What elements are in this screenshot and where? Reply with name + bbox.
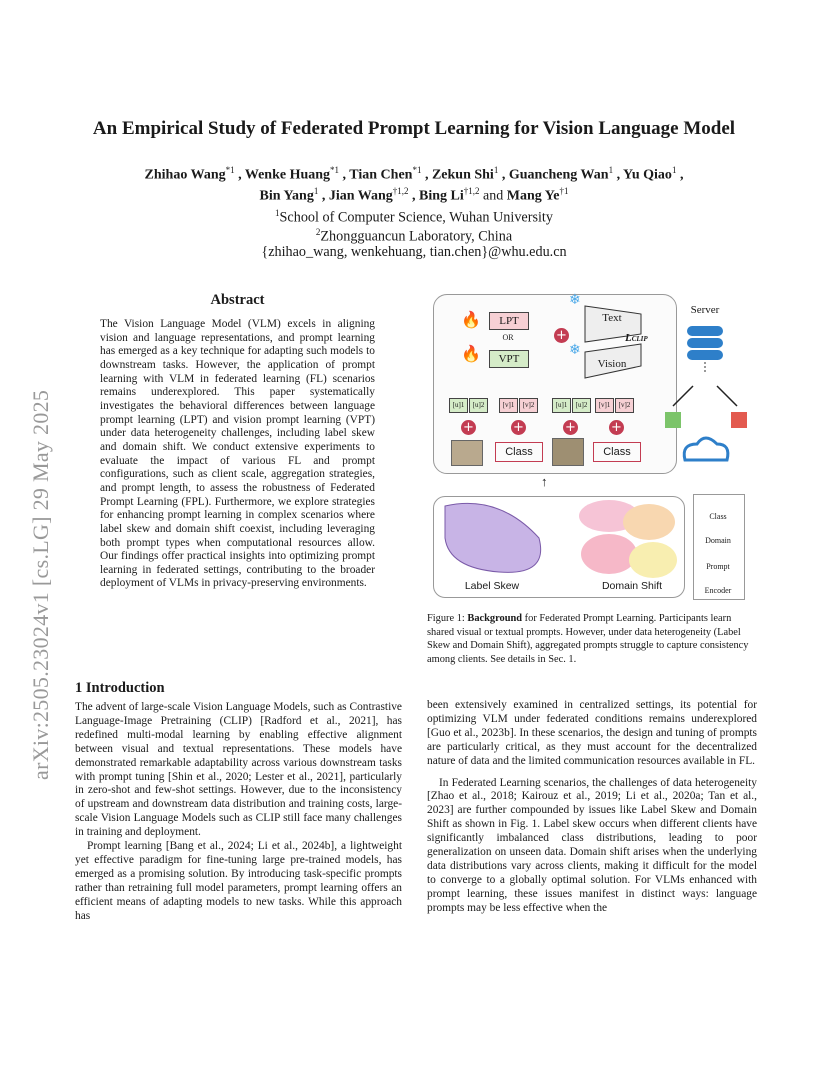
arrow-up-icon: ↑ — [541, 474, 548, 489]
legend-box — [693, 494, 745, 600]
arxiv-identifier: arXiv:2505.23024v1 [cs.LG] 29 May 2025 — [28, 389, 53, 780]
snowflake-icon: ❄ — [569, 293, 581, 308]
class-box: Class — [593, 442, 641, 462]
text-encoder-label: Text — [602, 312, 622, 324]
or-label: OR — [502, 333, 514, 342]
snowflake-icon: ❄ — [569, 343, 581, 358]
token-v1: [v]1 — [595, 398, 614, 413]
plus-icon: + — [609, 420, 624, 435]
intro-paragraph: been extensively examined in centralized settings, its potential for optimizing VLM under federated conditions remains underexplored [Guo et al., 2023b]. In these scenarios, the design and tuning of prompts are particularly critical, as they must account for the decentralized nature of data and the limited communication resources available in FL. — [427, 699, 757, 767]
arxiv-sidebar — [22, 300, 62, 780]
intro-left-column — [75, 701, 402, 924]
legend-class: Class — [709, 512, 727, 521]
intro-paragraph: Prompt learning [Bang et al., 2024; Li et al., 2024b], a lightweight yet effective paradigm for fine-tuning large pre-trained models, has emerged as a promising solution. By introducing task-specific prompts rather than retraining full model parameters, prompt learning offers an efficient means of adapting models to new tasks. While this approach has — [75, 840, 402, 922]
legend-encoder: Encoder — [704, 586, 732, 595]
class-box: Class — [495, 442, 543, 462]
token-u2: [u]2 — [572, 398, 591, 413]
vision-encoder-label: Vision — [597, 358, 627, 370]
token-u2: [u]2 — [469, 398, 488, 413]
introduction-heading: 1 Introduction — [75, 680, 165, 696]
figure-1 — [427, 290, 767, 606]
figure-caption — [427, 612, 757, 666]
caption-prefix: Figure 1: — [427, 613, 468, 624]
plus-icon: + — [563, 420, 578, 435]
clip-loss-label: LCLIP — [625, 332, 648, 344]
intro-paragraph: In Federated Learning scenarios, the challenges of data heterogeneity [Zhao et al., 2018; Kairouz et al., 2019; Li et al., 2020a; Tan et al., 2023] are further compounded by issues like Label Skew and Domain Shift as shown in Fig. 1. Label skew occurs when different clients have significantly imbalanced class distributions, leading to poor generalization on unseen data. Domain shift arises when the underlying data distributions vary across clients, making it difficult for the model to converge to a globally optimal solution. For VLMs enhanced with prompt learning, these issues manifest in distinct ways: language prompts may be less effective when the — [427, 776, 757, 914]
paper-title: An Empirical Study of Federated Prompt Learning for Vision Language Model — [92, 118, 736, 139]
affiliation-2: $^2$Zhongguancun Laboratory, China — [315, 227, 513, 245]
flame-icon: 🔥 — [461, 312, 481, 329]
intro-paragraph: The advent of large-scale Vision Language Models, such as Contrastive Language-Image Pretraining (CLIP) [Radford et al., 2021], has redefined multi-modal learning by enabling effective alignment between visual and textual representations. These models have demonstrated remarkable adaptability across various downstream tasks with prompt tuning [Shin et al., 2020; Lester et al., 2021], particularly in zero-shot and few-shot settings. However, due to the inconsistency of upstream and downstream data distribution and training costs, large-scale Vision Language Models such as CLIP still face many challenges in training and deployment. — [75, 701, 402, 839]
author-line-2: Bin Yang$^1$ , Jian Wang$^{\dagger 1,2}$ , Bing Li$^{\dagger 1,2}$ and Mang Ye$^{\dagger 1}$ — [259, 186, 569, 204]
client-image-thumbnail — [552, 438, 584, 466]
token-v2: [v]2 — [519, 398, 538, 413]
server-diagram — [663, 320, 767, 470]
token-v1: [v]1 — [499, 398, 518, 413]
plus-icon: + — [554, 328, 569, 343]
legend-prompt: Prompt — [706, 562, 730, 571]
legend-domain: Domain — [705, 536, 731, 545]
intro-right-column — [427, 699, 757, 916]
caption-text: for Federated Prompt Learning. Participants learn shared visual or textual prompts. However, under data heterogeneity (Label Skew and Domain Shift), aggregated prompts struggle to capture consistency among clients. See details in Sec. 1. — [427, 613, 749, 665]
abstract-heading: Abstract — [210, 292, 265, 308]
affiliation-1: $^1$School of Computer Science, Wuhan University — [275, 208, 553, 226]
lpt-box: LPT — [489, 312, 529, 330]
author-emails: {zhihao_wang, wenkehuang, tian.chen}@whu.edu.cn — [261, 244, 567, 260]
author-line-1: Zhihao Wang$^{*1}$ , Wenke Huang$^{*1}$ , Tian Chen$^{*1}$ , Zekun Shi$^1$ , Guancheng Wan$^1$ , Yu Qiao$^1$ , — [144, 165, 684, 183]
token-u1: [u]1 — [552, 398, 571, 413]
token-v2: [v]2 — [615, 398, 634, 413]
flame-icon: 🔥 — [461, 346, 481, 363]
plus-icon: + — [461, 420, 476, 435]
token-u1: [u]1 — [449, 398, 468, 413]
label-skew-label: Label Skew — [464, 580, 520, 592]
server-label: Server — [690, 304, 720, 316]
plus-icon: + — [511, 420, 526, 435]
vpt-box: VPT — [489, 350, 529, 368]
client-image-thumbnail — [451, 440, 483, 466]
distribution-shapes — [439, 498, 679, 578]
abstract-text: The Vision Language Model (VLM) excels in aligning vision and language representations, and prompt learning has emerged as a key technique for adapting such models to downstream tasks. However, the application of prompt learning with VLM in federated learning (FL) scenarios remains underexplored. This paper systematically investigates the behavioral differences between language prompt learning (LPT) and vision prompt learning (VPT) under data heterogeneity challenges, including label skew and domain shift. We conduct extensive experiments to evaluate the impact of various FL and prompt configurations, such as client scale, aggregation strategies, and prompt length, to assess the robustness of Federated Prompt Learning (FPL). Furthermore, we explore strategies for enhancing prompt learning in complex scenarios where label skew and domain shift coexist, including leveraging both prompt types when computational resources allow. Our findings offer practical insights into optimizing prompt learning in federated settings, contributing to the broader deployment of VLMs in privacy-preserving environments. — [100, 318, 375, 590]
domain-shift-label: Domain Shift — [601, 580, 663, 592]
caption-bold: Background — [467, 613, 523, 624]
